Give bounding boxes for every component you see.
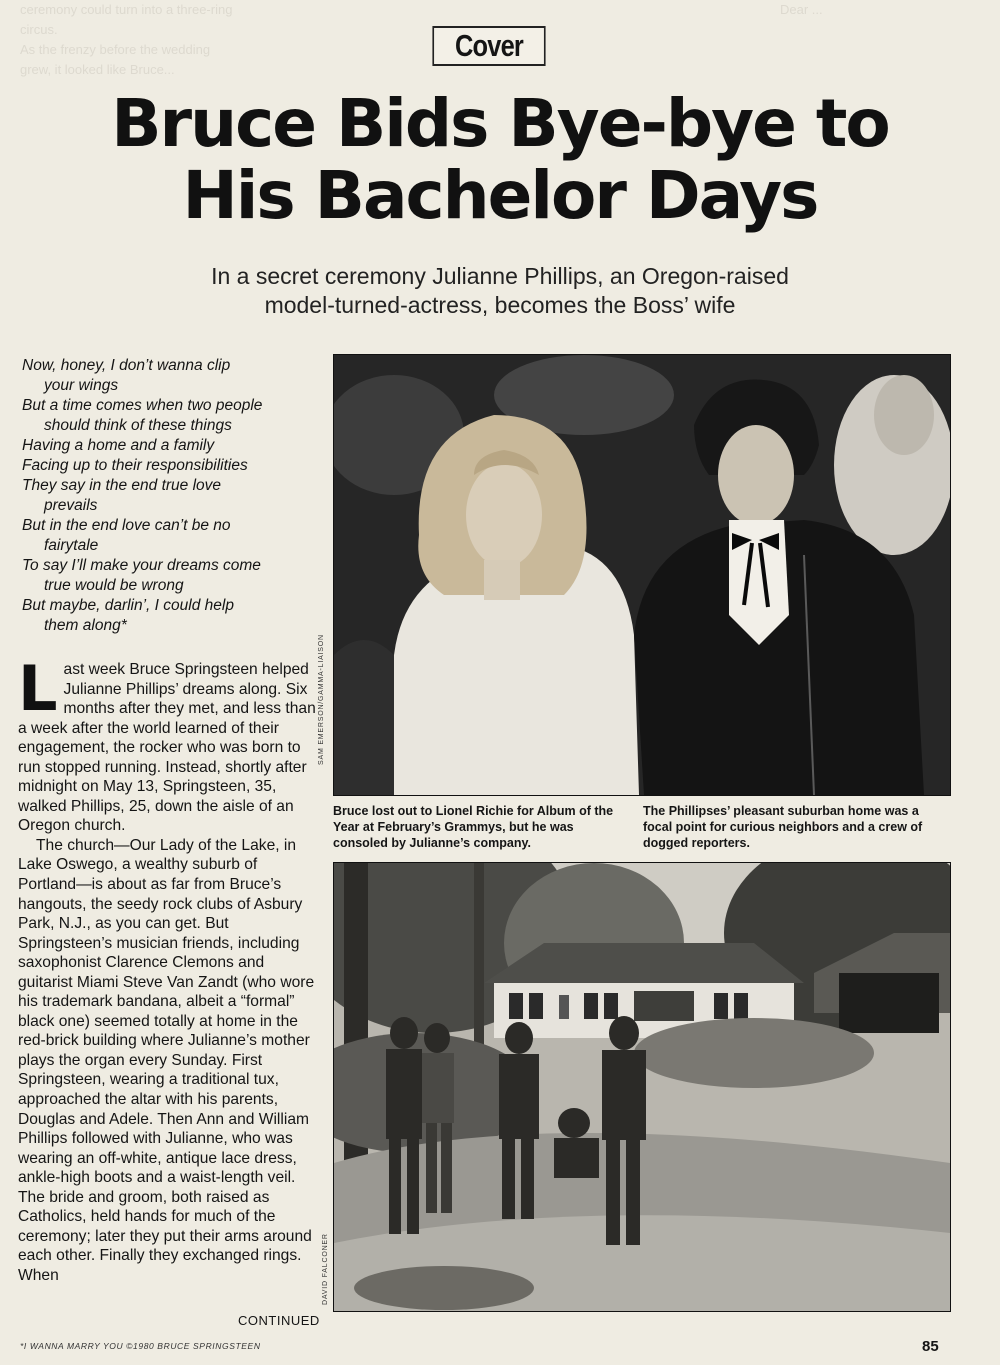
bleed-line: grew, it looked like Bruce... <box>20 62 175 77</box>
epigraph-line: They say in the end true love <box>22 477 222 494</box>
epigraph-line: But maybe, darlin’, I could help <box>22 597 234 614</box>
epigraph-line: should think of these things <box>44 417 232 434</box>
epigraph-line: Now, honey, I don’t wanna clip <box>22 357 231 374</box>
drop-cap: L <box>18 652 58 725</box>
page-number: 85 <box>922 1338 939 1355</box>
suburban-home-photo <box>333 862 951 1312</box>
grammys-photo-art <box>334 355 950 795</box>
bleed-line: ceremony could turn into a three-ring <box>20 2 233 17</box>
photo1-caption: Bruce lost out to Lionel Richie for Album of the Year at February’s Grammys, but he was consoled by Julianne’s company. <box>333 804 614 850</box>
headline-line-2: His Bachelor Days <box>182 157 818 234</box>
epigraph-line: To say I’ll make your dreams come <box>22 557 261 574</box>
grammys-photo <box>333 354 951 796</box>
photo2-caption: The Phillipses’ pleasant suburban home was a focal point for curious neighbors and a crew of dogged reporters. <box>643 804 923 850</box>
article-paragraph: The church—Our Lady of the Lake, in Lake Oswego, a wealthy suburb of Portland—is about as far from Bruce’s hangouts, the seedy rock clubs of Asbury Park, N.J., as you can get. But Springsteen’s musician friends, including saxophonist Clarence Clemons and guitarist Miami Steve Van Zandt (who wore his trademark bandana, albeit a “formal” black one) seemed totally at home in the red-brick building where Julianne’s mother plays the organ every Sunday. First Springsteen, wearing a traditional tux, approached the altar with his parents, Douglas and Adele. Then Ann and William Phillips followed with Julianne, who was wearing an off-white, antique lace dress, ankle-high boots and a waist-length veil. The bride and groom, both raised as Catholics, held hands for much of the ceremony; later they put their arms around each other. Finally they exchanged rings. When <box>18 836 315 1284</box>
paragraph-text: ast week Bruce Springsteen helped Julianne Phillips’ dreams along. Six months after they met, and less than a week after the world learned of their engagement, the rocker who was born to run stopped running. Instead, shortly after midnight on May 13, Springsteen, 35, walked Phillips, 25, down the aisle of an Oregon church. <box>18 661 316 835</box>
deck-line-2: model-turned-actress, becomes the Boss’ wife <box>264 292 736 318</box>
section-label: Cover <box>432 26 545 66</box>
bleed-line: circus. <box>20 22 58 37</box>
headline-line-1: Bruce Bids Bye-bye to <box>111 85 889 162</box>
deck-line-1: In a secret ceremony Julianne Phillips, an Oregon-raised <box>211 263 789 289</box>
deck <box>120 262 880 320</box>
epigraph-line: But in the end love can’t be no <box>22 517 231 534</box>
epigraph-line: true would be wrong <box>44 577 184 594</box>
continued-label: CONTINUED <box>238 1313 320 1328</box>
epigraph-line: But a time comes when two people <box>22 397 263 414</box>
epigraph-line: Having a home and a family <box>22 437 215 454</box>
song-epigraph <box>22 356 322 636</box>
article-body <box>18 652 318 1286</box>
epigraph-line: fairytale <box>44 537 99 554</box>
photo2-credit: DAVID FALCONER <box>322 1233 329 1305</box>
epigraph-line: Facing up to their responsibilities <box>22 457 248 474</box>
photo1-credit: SAM EMERSON/GAMMA-LIAISON <box>318 634 325 765</box>
bleed-line: Dear ... <box>780 2 823 17</box>
footnote: *I WANNA MARRY YOU ©1980 BRUCE SPRINGSTEEN <box>20 1341 261 1351</box>
epigraph-line: them along* <box>44 617 127 634</box>
epigraph-line: prevails <box>44 497 98 514</box>
headline <box>30 85 970 234</box>
article-paragraph <box>18 652 318 836</box>
bleed-line: As the frenzy before the wedding <box>20 42 211 57</box>
epigraph-line: your wings <box>44 377 119 394</box>
suburban-home-photo-art <box>334 863 950 1311</box>
